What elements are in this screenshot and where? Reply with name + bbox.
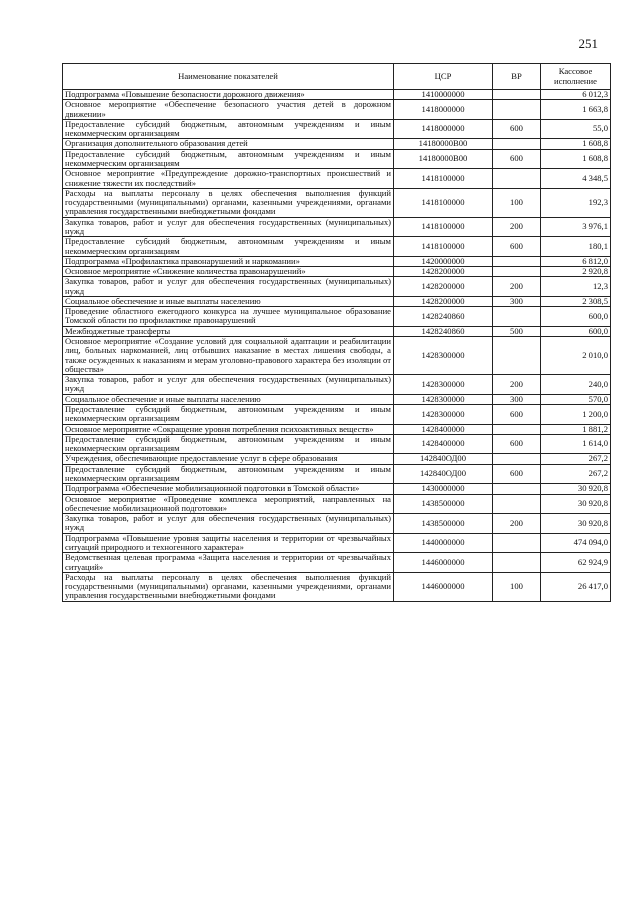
- cell-sum: 1 614,0: [541, 434, 611, 454]
- table-row: [63, 434, 611, 454]
- cell-vr: [493, 169, 541, 189]
- cell-csr: 14180000В00: [394, 139, 493, 149]
- cell-vr: 200: [493, 514, 541, 534]
- page-number: 251: [578, 36, 598, 51]
- cell-csr: 1446000000: [394, 553, 493, 573]
- table-row: [63, 553, 611, 573]
- cell-csr: 1440000000: [394, 533, 493, 553]
- cell-sum: 6 812,0: [541, 256, 611, 266]
- cell-sum: 267,2: [541, 454, 611, 464]
- table-row: [63, 375, 611, 395]
- cell-csr: 1446000000: [394, 572, 493, 601]
- cell-vr: [493, 256, 541, 266]
- cell-name: Социальное обеспечение и иные выплаты населению: [63, 296, 394, 306]
- cell-name: Расходы на выплаты персоналу в целях обеспечения выполнения функций государственными (муниципальными) органами, казенными учреждениями, органами управления государственными внебюджетными фондами: [63, 188, 394, 217]
- table-row: [63, 454, 611, 464]
- header-name: Наименование показателей: [63, 64, 394, 90]
- cell-vr: 100: [493, 572, 541, 601]
- table-row: [63, 90, 611, 100]
- table-row: [63, 424, 611, 434]
- cell-name: Закупка товаров, работ и услуг для обеспечения государственных (муниципальных) нужд: [63, 217, 394, 237]
- cell-csr: 1418100000: [394, 217, 493, 237]
- cell-sum: 2 920,8: [541, 267, 611, 277]
- cell-name: Закупка товаров, работ и услуг для обеспечения государственных (муниципальных) нужд: [63, 277, 394, 297]
- table-row: [63, 394, 611, 404]
- cell-sum: 26 417,0: [541, 572, 611, 601]
- header-vr: ВР: [493, 64, 541, 90]
- cell-vr: [493, 100, 541, 120]
- cell-vr: 600: [493, 149, 541, 169]
- cell-csr: 14180000В00: [394, 149, 493, 169]
- table-row: [63, 277, 611, 297]
- cell-vr: [493, 553, 541, 573]
- cell-sum: 240,0: [541, 375, 611, 395]
- cell-vr: 200: [493, 217, 541, 237]
- table-row: [63, 139, 611, 149]
- cell-csr: 1428200000: [394, 277, 493, 297]
- cell-vr: [493, 337, 541, 375]
- cell-csr: 1428240860: [394, 326, 493, 336]
- cell-name: Проведение областного ежегодного конкурса на лучшее муниципальное образование Томской области по профилактике правонарушений: [63, 307, 394, 327]
- cell-csr: 1428300000: [394, 337, 493, 375]
- cell-name: Закупка товаров, работ и услуг для обеспечения государственных (муниципальных) нужд: [63, 375, 394, 395]
- cell-csr: 142840ОД00: [394, 464, 493, 484]
- cell-sum: 600,0: [541, 307, 611, 327]
- cell-vr: 200: [493, 375, 541, 395]
- cell-name: Основное мероприятие «Обеспечение безопасного участия детей в дорожном движении»: [63, 100, 394, 120]
- cell-vr: 600: [493, 119, 541, 139]
- cell-csr: 1428300000: [394, 375, 493, 395]
- table-row: [63, 464, 611, 484]
- table-row: [63, 405, 611, 425]
- table-row: [63, 149, 611, 169]
- cell-csr: 1418100000: [394, 188, 493, 217]
- cell-sum: 3 976,1: [541, 217, 611, 237]
- table-row: [63, 100, 611, 120]
- table-row: [63, 169, 611, 189]
- cell-name: Основное мероприятие «Сокращение уровня потребления психоактивных веществ»: [63, 424, 394, 434]
- cell-vr: [493, 484, 541, 494]
- cell-name: Предоставление субсидий бюджетным, автономным учреждениям и иным некоммерческим организациям: [63, 434, 394, 454]
- cell-name: Подпрограмма «Повышение уровня защиты населения и территории от чрезвычайных ситуаций природного и техногенного характера»: [63, 533, 394, 553]
- header-sum: Кассовое исполнение: [541, 64, 611, 90]
- table-row: [63, 514, 611, 534]
- cell-sum: 55,0: [541, 119, 611, 139]
- cell-sum: 600,0: [541, 326, 611, 336]
- cell-vr: 600: [493, 434, 541, 454]
- cell-name: Подпрограмма «Профилактика правонарушений и наркомании»: [63, 256, 394, 266]
- table-row: [63, 494, 611, 514]
- cell-csr: 1438500000: [394, 494, 493, 514]
- cell-csr: 1418000000: [394, 100, 493, 120]
- cell-name: Предоставление субсидий бюджетным, автономным учреждениям и иным некоммерческим организациям: [63, 119, 394, 139]
- cell-csr: 1428240860: [394, 307, 493, 327]
- cell-vr: [493, 139, 541, 149]
- cell-csr: 1428300000: [394, 394, 493, 404]
- cell-sum: 570,0: [541, 394, 611, 404]
- cell-name: Ведомственная целевая программа «Защита населения и территории от чрезвычайных ситуаций»: [63, 553, 394, 573]
- cell-vr: [493, 454, 541, 464]
- cell-vr: 100: [493, 188, 541, 217]
- cell-vr: [493, 307, 541, 327]
- cell-sum: 12,3: [541, 277, 611, 297]
- table-header-row: [63, 64, 611, 90]
- cell-csr: 1410000000: [394, 90, 493, 100]
- cell-name: Предоставление субсидий бюджетным, автономным учреждениям и иным некоммерческим организациям: [63, 149, 394, 169]
- cell-csr: 1420000000: [394, 256, 493, 266]
- table-row: [63, 326, 611, 336]
- table-row: [63, 296, 611, 306]
- table-row: [63, 572, 611, 601]
- cell-vr: [493, 494, 541, 514]
- cell-sum: 192,3: [541, 188, 611, 217]
- cell-sum: 2 308,5: [541, 296, 611, 306]
- cell-sum: 30 920,8: [541, 494, 611, 514]
- cell-name: Предоставление субсидий бюджетным, автономным учреждениям и иным некоммерческим организациям: [63, 464, 394, 484]
- cell-name: Основное мероприятие «Предупреждение дорожно-транспортных происшествий и снижение тяжести их последствий»: [63, 169, 394, 189]
- cell-sum: 2 010,0: [541, 337, 611, 375]
- cell-sum: 1 200,0: [541, 405, 611, 425]
- cell-sum: 1 608,8: [541, 149, 611, 169]
- cell-vr: 600: [493, 237, 541, 257]
- cell-vr: 300: [493, 394, 541, 404]
- cell-csr: 1428300000: [394, 405, 493, 425]
- cell-csr: 1428400000: [394, 424, 493, 434]
- cell-sum: 1 881,2: [541, 424, 611, 434]
- cell-name: Подпрограмма «Повышение безопасности дорожного движения»: [63, 90, 394, 100]
- cell-vr: 600: [493, 464, 541, 484]
- header-csr: ЦСР: [394, 64, 493, 90]
- table-row: [63, 337, 611, 375]
- table-row: [63, 119, 611, 139]
- cell-sum: 1 663,8: [541, 100, 611, 120]
- cell-sum: 267,2: [541, 464, 611, 484]
- cell-csr: 1428400000: [394, 434, 493, 454]
- cell-vr: 500: [493, 326, 541, 336]
- table-row: [63, 484, 611, 494]
- table-row: [63, 533, 611, 553]
- cell-sum: 4 348,5: [541, 169, 611, 189]
- cell-sum: 180,1: [541, 237, 611, 257]
- cell-name: Предоставление субсидий бюджетным, автономным учреждениям и иным некоммерческим организациям: [63, 405, 394, 425]
- cell-csr: 1418100000: [394, 237, 493, 257]
- cell-name: Межбюджетные трансферты: [63, 326, 394, 336]
- table-row: [63, 256, 611, 266]
- cell-name: Закупка товаров, работ и услуг для обеспечения государственных (муниципальных) нужд: [63, 514, 394, 534]
- cell-sum: 474 094,0: [541, 533, 611, 553]
- cell-csr: 1438500000: [394, 514, 493, 534]
- cell-sum: 30 920,8: [541, 514, 611, 534]
- cell-name: Социальное обеспечение и иные выплаты населению: [63, 394, 394, 404]
- cell-name: Расходы на выплаты персоналу в целях обеспечения выполнения функций государственными (муниципальными) органами, казенными учреждениями, органами управления государственными внебюджетными фондами: [63, 572, 394, 601]
- cell-name: Основное мероприятие «Снижение количества правонарушений»: [63, 267, 394, 277]
- cell-csr: 1418100000: [394, 169, 493, 189]
- cell-vr: 200: [493, 277, 541, 297]
- cell-csr: 1430000000: [394, 484, 493, 494]
- cell-name: Учреждения, обеспечивающие предоставление услуг в сфере образования: [63, 454, 394, 464]
- cell-sum: 1 608,8: [541, 139, 611, 149]
- table-row: [63, 307, 611, 327]
- cell-csr: 1428200000: [394, 267, 493, 277]
- table-row: [63, 237, 611, 257]
- cell-vr: [493, 267, 541, 277]
- table-row: [63, 267, 611, 277]
- cell-vr: [493, 533, 541, 553]
- cell-vr: 300: [493, 296, 541, 306]
- cell-sum: 30 920,8: [541, 484, 611, 494]
- budget-table: [62, 63, 611, 602]
- cell-vr: [493, 90, 541, 100]
- cell-sum: 62 924,9: [541, 553, 611, 573]
- cell-vr: 600: [493, 405, 541, 425]
- cell-sum: 6 012,3: [541, 90, 611, 100]
- cell-csr: 1418000000: [394, 119, 493, 139]
- cell-name: Основное мероприятие «Проведение комплекса мероприятий, направленных на обеспечение мобилизационной подготовки»: [63, 494, 394, 514]
- cell-name: Организация дополнительного образования детей: [63, 139, 394, 149]
- cell-name: Предоставление субсидий бюджетным, автономным учреждениям и иным некоммерческим организациям: [63, 237, 394, 257]
- table-row: [63, 188, 611, 217]
- table-row: [63, 217, 611, 237]
- cell-name: Подпрограмма «Обеспечение мобилизационной подготовки в Томской области»: [63, 484, 394, 494]
- cell-name: Основное мероприятие «Создание условий для социальной адаптации и реабилитации лиц, больных наркоманией, лиц отбывших наказание в местах лишения свободы, а также осужденных к наказаниям и мерам уголовно-правового характера без изоляции от общества»: [63, 337, 394, 375]
- cell-csr: 1428200000: [394, 296, 493, 306]
- cell-vr: [493, 424, 541, 434]
- cell-csr: 142840ОД00: [394, 454, 493, 464]
